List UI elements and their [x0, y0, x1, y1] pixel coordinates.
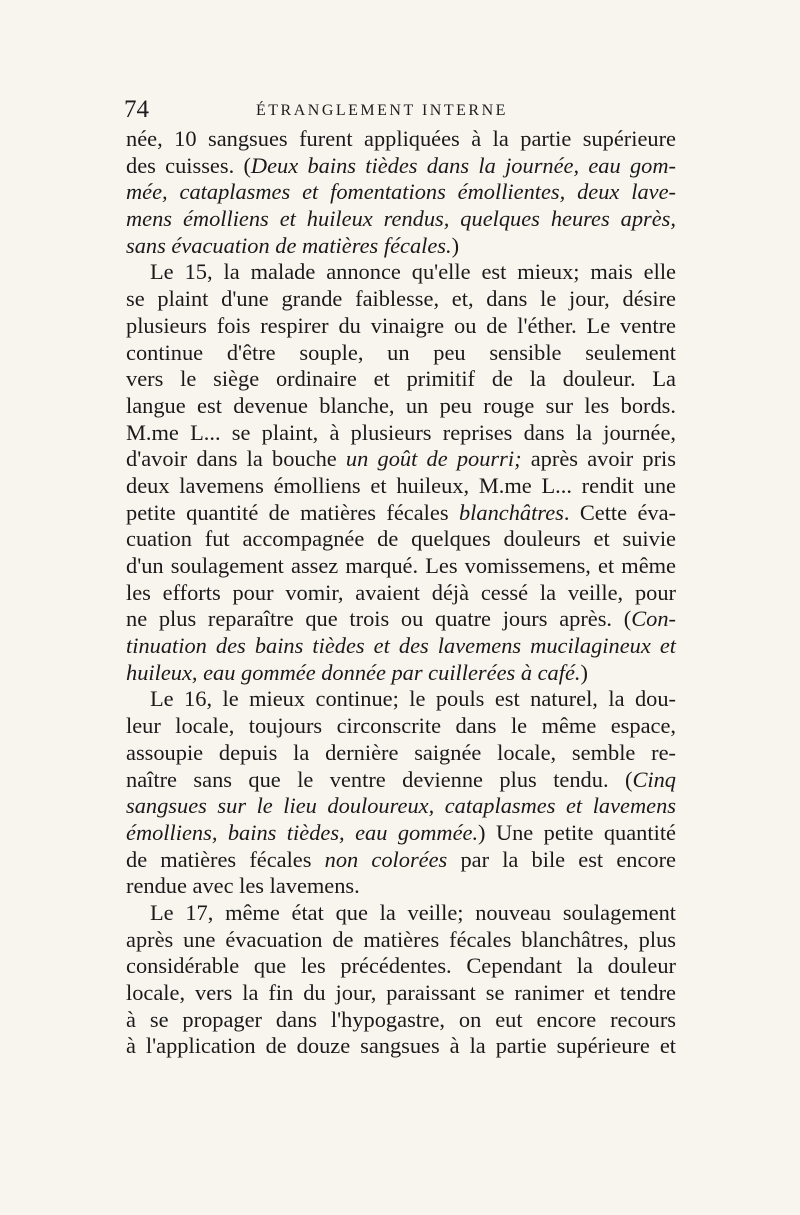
text-line [126, 953, 676, 980]
text-segment: les efforts pour vomir, avaient déjà cessé la veille, pour [126, 579, 676, 605]
page-header [124, 96, 676, 124]
italic-text: huileux, eau gommée donnée par cuillerées à café. [126, 659, 581, 685]
text-line [126, 526, 676, 553]
text-segment: d'avoir dans la bouche [126, 446, 346, 472]
text-line [126, 553, 676, 580]
text-segment: naître sans que le ventre devienne plus tendu. ( [126, 766, 633, 792]
text-line [126, 179, 676, 206]
text-line [126, 740, 676, 767]
text-segment: petite quantité de matières fécales [126, 499, 459, 525]
text-line [126, 446, 676, 473]
text-line [126, 767, 676, 794]
text-segment: d'un soulagement assez marqué. Les vomissemens, et même [126, 553, 676, 578]
text-line [126, 873, 676, 900]
text-segment: langue est devenue blanche, un peu rouge sur les bords. [126, 392, 676, 418]
text-line [126, 1033, 676, 1060]
text-line [126, 580, 676, 607]
text-line [126, 259, 676, 286]
text-segment: ) [580, 659, 588, 685]
italic-text: sangsues sur le lieu douloureux, cataplasmes et lavemens [126, 793, 676, 819]
text-segment: née, 10 sangsues furent appliquées à la partie supérieure [126, 126, 676, 151]
text-line [126, 420, 676, 447]
text-line [126, 206, 676, 233]
text-segment: . Cette éva- [563, 499, 677, 525]
text-segment: ) Une petite quantité [478, 819, 676, 845]
text-segment: Le 17, même état que la veille; nouveau soulagement [150, 899, 676, 925]
text-segment: assoupie depuis la dernière saignée locale, semble re- [126, 739, 676, 765]
italic-text: Con- [631, 606, 676, 632]
text-line [126, 340, 676, 367]
text-line [126, 500, 676, 527]
italic-text: émolliens, bains tièdes, eau gommée. [126, 819, 479, 845]
text-segment: par la bile est encore [447, 846, 676, 872]
text-segment: Le 16, le mieux continue; le pouls est naturel, la dou- [150, 686, 676, 712]
text-line [126, 473, 676, 500]
text-segment: des cuisses. ( [126, 152, 251, 178]
text-line [126, 980, 676, 1007]
text-segment: continue d'être souple, un peu sensible seulement [126, 339, 676, 365]
text-line [126, 153, 676, 180]
text-segment: considérable que les précédentes. Cependant la douleur [126, 953, 676, 979]
text-line [126, 713, 676, 740]
running-title: ÉTRANGLEMENT INTERNE [256, 102, 508, 119]
text-line [126, 847, 676, 874]
italic-text: blanchâtres [458, 499, 564, 525]
italic-text: Cinq [632, 766, 676, 792]
text-segment: vers le siège ordinaire et primitif de la douleur. La [126, 366, 676, 392]
italic-text: un goût de pourri; [345, 446, 522, 472]
text-segment: se plaint d'une grande faiblesse, et, dans le jour, désire [126, 286, 676, 312]
text-line [126, 313, 676, 340]
text-segment: après une évacuation de matières fécales blanchâtres, plus [126, 926, 676, 952]
text-segment: à se propager dans l'hypogastre, on eut encore recours [126, 1006, 676, 1032]
italic-text: non colorées [324, 846, 448, 872]
text-line [126, 286, 676, 313]
text-segment: rendue avec les lavemens. [126, 873, 360, 899]
text-line [126, 927, 676, 954]
page-number: 74 [124, 96, 149, 123]
text-line [126, 606, 676, 633]
text-segment: locale, vers la fin du jour, paraissant se ranimer et tendre [126, 980, 676, 1005]
text-line [126, 233, 676, 260]
text-segment: après avoir pris [521, 446, 676, 472]
text-line [126, 393, 676, 420]
italic-text: sans évacuation de matières fécales. [126, 232, 452, 258]
italic-text: Deux bains tièdes dans la journée, eau gom- [250, 152, 676, 178]
text-line [126, 366, 676, 393]
body-text [126, 126, 676, 1060]
text-segment: leur locale, toujours circonscrite dans le même espace, [126, 713, 676, 739]
italic-text: mée, cataplasmes et fomentations émollientes, deux lave- [126, 179, 676, 205]
text-line [126, 660, 676, 687]
text-line [126, 686, 676, 713]
text-segment: ) [451, 232, 460, 258]
text-segment: M.me L... se plaint, à plusieurs reprises dans la journée, [126, 419, 676, 445]
text-segment: à l'application de douze sangsues à la partie supérieure et [126, 1033, 676, 1059]
text-segment: Le 15, la malade annonce qu'elle est mieux; mais elle [150, 259, 676, 285]
text-line [126, 820, 676, 847]
text-line [126, 1007, 676, 1034]
text-segment: de matières fécales [126, 846, 325, 872]
text-segment: ne plus reparaître que trois ou quatre jours après. ( [126, 606, 632, 632]
text-segment: deux lavemens émolliens et huileux, M.me L... rendit une [126, 472, 676, 498]
text-line [126, 900, 676, 927]
italic-text: mens émolliens et huileux rendus, quelques heures après, [126, 206, 676, 232]
text-segment: cuation fut accompagnée de quelques douleurs et suivie [126, 526, 676, 552]
italic-text: tinuation des bains tièdes et des lavemens mucilagineux et [126, 633, 676, 659]
text-line [126, 633, 676, 660]
text-line [126, 793, 676, 820]
text-line [126, 126, 676, 153]
text-segment: plusieurs fois respirer du vinaigre ou de l'éther. Le ventre [126, 312, 676, 338]
